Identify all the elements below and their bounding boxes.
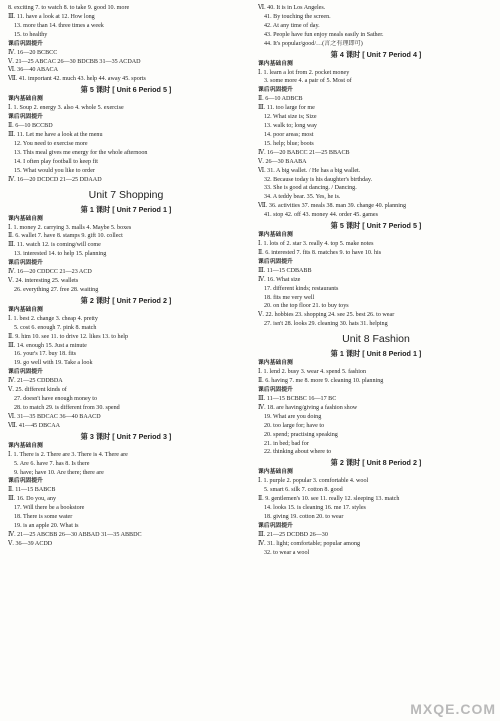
answer-line: Ⅱ. 6—10 ADBCB bbox=[258, 96, 303, 103]
section-heading: 课后巩固提升 bbox=[8, 114, 43, 121]
answer-line: Ⅴ. 21—25 ABCAC 26—30 BDCBB 31—35 ACDAD bbox=[8, 58, 141, 65]
period-title: 第 2 课时 [ Unit 8 Period 2 ] bbox=[330, 458, 422, 468]
answer-line: 13. This meal gives me energy for the whole afternoon bbox=[14, 149, 148, 156]
answer-line: Ⅰ. 1. best 2. change 3. cheap 4. pretty bbox=[8, 315, 98, 322]
answer-line: Ⅳ. 16. What size bbox=[258, 276, 301, 283]
answer-line: Ⅴ. 24. interesting 25. wallets bbox=[8, 278, 79, 285]
answer-line: 19. go well with 19. Take a look bbox=[14, 360, 93, 367]
answer-line: 44. It's popular/good/…(言之有理即可) bbox=[264, 40, 363, 47]
section-heading: 课内基础自测 bbox=[8, 96, 43, 103]
answer-line: Ⅰ. 1. purple 2. popular 3. comfortable 4. wool bbox=[258, 478, 369, 485]
section-heading: 课内基础自测 bbox=[8, 215, 43, 222]
answer-line: 9. have; have 10. Are there; there are bbox=[14, 469, 104, 476]
answer-line: Ⅴ. 25. different kinds of bbox=[8, 387, 67, 394]
answer-line: Ⅲ. 11. too large for me bbox=[258, 105, 315, 112]
answer-line: 5. cost 6. enough 7. pink 8. match bbox=[14, 324, 97, 331]
section-heading: 课后巩固提升 bbox=[8, 369, 43, 376]
answer-line: 19. What are you doing bbox=[264, 413, 322, 420]
answer-line: 8. exciting 7. to watch 8. to take 9. good 10. more bbox=[8, 5, 130, 11]
answer-line: Ⅰ. 1. Soup 2. energy 3. also 4. whole 5. exercise bbox=[8, 105, 124, 112]
answer-line: 17. different kinds; restaurants bbox=[264, 285, 339, 292]
answer-line: Ⅶ. 36. activities 37. meals 38. man 39. change 40. planning bbox=[258, 203, 406, 210]
answer-line: 21. in bed; bad for bbox=[264, 440, 309, 447]
answer-line: 20. on the top floor 21. to buy toys bbox=[264, 303, 349, 310]
answer-line: 13. more than 14. three times a week bbox=[14, 22, 104, 29]
period-title: 第 1 课时 [ Unit 7 Period 1 ] bbox=[80, 204, 172, 214]
answer-line: 14. looks 15. is cleaning 16. me 17. styles bbox=[264, 505, 366, 512]
answer-line: Ⅱ. 6. interested 7. fits 8. matches 9. to have 10. his bbox=[258, 249, 382, 256]
answer-line: 20. spend; practising speaking bbox=[264, 431, 338, 438]
answer-line: Ⅲ. 11. Let me have a look at the menu bbox=[8, 132, 103, 139]
answer-line: 17. Will there be a bookstore bbox=[14, 505, 85, 512]
section-heading: 课后巩固提升 bbox=[8, 260, 43, 267]
period-title: 第 2 课时 [ Unit 7 Period 2 ] bbox=[80, 295, 172, 305]
answer-line: Ⅰ. 1. There is 2. There are 3. There is 4. There are bbox=[8, 451, 128, 458]
answer-line: Ⅰ. 1. lots of 2. star 3. really 4. top 5. make notes bbox=[258, 241, 374, 248]
answer-line: Ⅲ. 14. enough 15. Just a minute bbox=[8, 342, 87, 349]
answer-line: 33. She is good at dancing. / Dancing. bbox=[264, 185, 357, 192]
section-heading: 课内基础自测 bbox=[8, 442, 43, 449]
unit-title: Unit 7 Shopping bbox=[88, 188, 164, 201]
answer-line: 18. There is some water bbox=[14, 514, 73, 521]
answer-line: Ⅴ. 26—30 BAABA bbox=[258, 158, 307, 165]
answer-line: 15. What would you like to order bbox=[14, 167, 95, 174]
section-heading: 课内基础自测 bbox=[258, 60, 293, 67]
answer-line: Ⅳ. 21—25 CDDBDA bbox=[8, 378, 63, 385]
answer-line: Ⅳ. 18. are having/giving a fashion show bbox=[258, 404, 358, 411]
answer-line: 14. poor areas; most bbox=[264, 131, 314, 138]
answer-line: Ⅳ. 16—20 DCDCD 21—25 DDAAD bbox=[8, 176, 102, 183]
answer-line: 27. doesn't have enough money to bbox=[14, 396, 98, 403]
section-heading: 课内基础自测 bbox=[258, 469, 293, 476]
answer-line: Ⅶ. 41—45 DBCAA bbox=[8, 422, 61, 429]
answer-line: Ⅴ. 36—39 ACDD bbox=[8, 540, 53, 547]
answer-line: 5. Are 6. have 7. has 8. Is there bbox=[14, 460, 90, 467]
answer-line: Ⅵ. 40. It is in Los Angeles. bbox=[258, 5, 326, 11]
answer-line: 15. to healthy bbox=[14, 31, 48, 38]
answer-line: Ⅰ. 1. money 2. carrying 3. malls 4. Maybe 5. boxes bbox=[8, 224, 132, 231]
answer-line: Ⅱ. 9. gentlemen's 10. see 11. really 12. sleeping 13. match bbox=[258, 496, 400, 503]
answer-line: Ⅳ. 31. light; comfortable; popular among bbox=[258, 540, 361, 547]
period-title: 第 3 课时 [ Unit 7 Period 3 ] bbox=[80, 431, 172, 441]
answer-line: 5. smart 6. silk 7. cotton 8. good bbox=[264, 487, 343, 494]
answer-line: 14. I often play football to keep fit bbox=[14, 158, 98, 165]
right-answer-column bbox=[258, 4, 494, 558]
period-title: 第 4 课时 [ Unit 7 Period 4 ] bbox=[330, 49, 422, 59]
answer-line: Ⅱ. 6. having 7. me 8. more 9. cleaning 10. planning bbox=[258, 378, 384, 385]
answer-line: Ⅵ. 31—35 BDCAC 36—40 BAACD bbox=[8, 413, 101, 420]
answer-line: 18. giving 19. cotton 20. to wear bbox=[264, 513, 344, 520]
answer-line: 13. interested 14. to help 15. planning bbox=[14, 251, 107, 258]
answer-line: 27. isn't 28. looks 29. cleaning 30. hats 31. helping bbox=[264, 321, 388, 328]
section-heading: 课后巩固提升 bbox=[258, 258, 293, 265]
answer-line: 3. some more 4. a pair of 5. Most of bbox=[264, 78, 352, 85]
section-heading: 课后巩固提升 bbox=[258, 87, 293, 94]
answer-line: Ⅳ. 21—25 ABCBB 26—30 ABBAD 31—35 ABBDC bbox=[8, 531, 142, 538]
answer-line: Ⅵ. 31. A big wallet. / He has a big wallet. bbox=[258, 167, 361, 174]
period-title: 第 5 课时 [ Unit 7 Period 5 ] bbox=[330, 221, 422, 231]
answer-line: 34. A teddy bear. 35. Yes, he is. bbox=[264, 194, 341, 201]
answer-line: 32. to wear a wool bbox=[264, 549, 310, 556]
period-title: 第 1 课时 [ Unit 8 Period 1 ] bbox=[330, 349, 422, 359]
answer-line: 13. walk to; long way bbox=[264, 123, 317, 130]
answer-line: Ⅲ. 16. Do you, any bbox=[8, 496, 57, 503]
section-heading: 课后巩固提升 bbox=[258, 387, 293, 393]
answer-line: 41. By touching the screen. bbox=[264, 13, 331, 20]
answer-line: 26. everything 27. free 28. waiting bbox=[14, 286, 99, 293]
section-heading: 课内基础自测 bbox=[8, 306, 43, 313]
answer-line: 42. At any time of day. bbox=[264, 22, 320, 29]
unit-title: Unit 8 Fashion bbox=[342, 333, 410, 346]
answer-line: Ⅳ. 16—20 CDDCC 21—23 ACD bbox=[8, 269, 92, 276]
section-heading: 课内基础自测 bbox=[258, 232, 293, 239]
answer-line: Ⅳ. 16—20 BABCC 21—25 BBACB bbox=[258, 149, 350, 156]
answer-line: Ⅲ. 11. watch 12. is coming/will come bbox=[8, 242, 101, 249]
section-heading: 课后巩固提升 bbox=[258, 522, 293, 529]
answer-line: Ⅱ. 9. him 10. see 11. to drive 12. likes 13. to help bbox=[8, 333, 129, 340]
answer-line: Ⅱ. 6—10 BCCBD bbox=[8, 123, 53, 130]
answer-line: Ⅱ. 6. wallet 7. have 8. stamps 9. gift 10. collect bbox=[8, 233, 123, 240]
answer-line: Ⅴ. 22. hobbies 23. shopping 24. see 25. best 26. to wear bbox=[258, 312, 395, 319]
answer-line: Ⅲ. 11—15 CDBABB bbox=[258, 267, 312, 274]
answer-line: Ⅰ. 1. learn a lot from 2. pocket money bbox=[258, 69, 350, 76]
answer-line: 22. thinking about where to bbox=[264, 449, 332, 456]
answer-line: Ⅱ. 11—15 BABCB bbox=[8, 487, 56, 494]
section-heading: 课后巩固提升 bbox=[8, 40, 43, 47]
section-heading: 课内基础自测 bbox=[258, 360, 293, 367]
answer-line: 19. is an apple 20. What is bbox=[14, 523, 79, 530]
answer-line: 41. stop 42. off 43. money 44. order 45. games bbox=[264, 212, 378, 219]
answer-line: Ⅶ. 41. important 42. much 43. help 44. away 45. sports bbox=[8, 76, 146, 83]
watermark: MXQE.COM bbox=[410, 701, 496, 717]
answer-line: 12. What size is; Size bbox=[264, 114, 317, 121]
answer-line: 28. to match 29. is different from 30. spend bbox=[14, 405, 120, 411]
answer-line: 16. your's 17. buy 18. fits bbox=[14, 351, 77, 358]
answer-line: 32. Because today is his daughter's birthday. bbox=[264, 176, 372, 183]
answer-line: Ⅲ. 11—15 BCBBC 16—17 BC bbox=[258, 396, 337, 402]
period-title: 第 5 课时 [ Unit 6 Period 5 ] bbox=[80, 85, 172, 95]
answer-line: 43. People have fun enjoy meals easily in Sather. bbox=[264, 31, 384, 38]
answer-line: 20. too large for; have to bbox=[264, 422, 325, 429]
answer-line: Ⅲ. 21—25 DCDBD 26—30 bbox=[258, 531, 328, 538]
answer-line: Ⅳ. 16—20 BCBCC bbox=[8, 49, 58, 56]
answer-line: 15. help; blue; boots bbox=[264, 140, 314, 147]
answer-line: 18. fits me very well bbox=[264, 294, 315, 301]
answer-line: Ⅲ. 11. have a look at 12. How long bbox=[8, 13, 95, 20]
answer-line: 12. You need to exercise more bbox=[14, 140, 88, 147]
answer-line: Ⅰ. 1. lend 2. busy 3. wear 4. spend 5. fashion bbox=[258, 369, 367, 376]
section-heading: 课后巩固提升 bbox=[8, 478, 43, 485]
left-answer-column bbox=[8, 4, 244, 549]
answer-line: Ⅵ. 36—40 ABACA bbox=[8, 67, 58, 74]
